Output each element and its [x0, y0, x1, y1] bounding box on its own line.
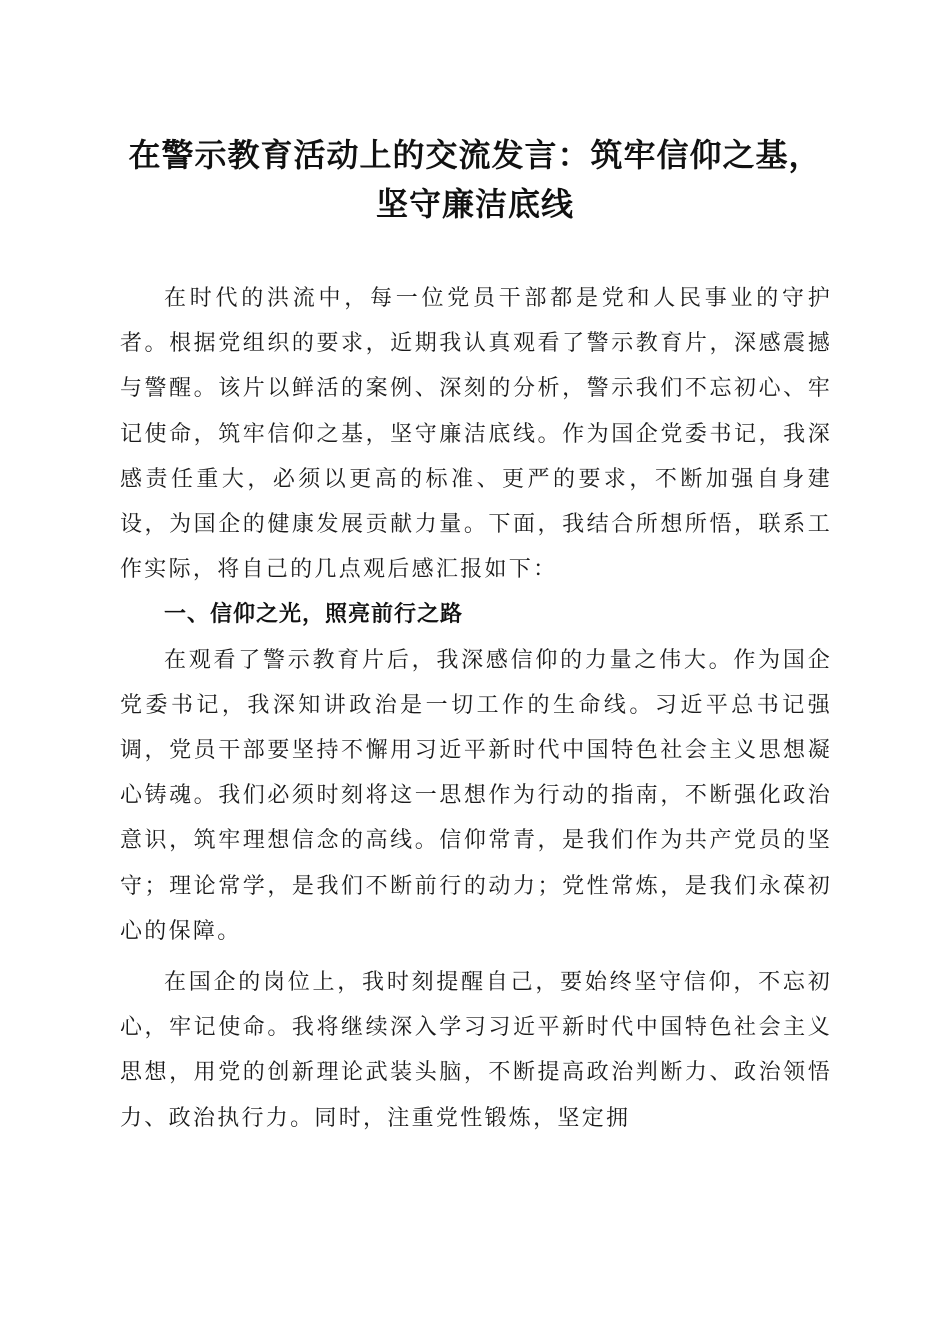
document-title — [100, 131, 850, 229]
title-line-1: 在警示教育活动上的交流发言：筑牢信仰之基， — [128, 136, 822, 174]
paragraph-faith: 在观看了警示教育片后，我深感信仰的力量之伟大。作为国企党委书记，我深知讲政治是一切工作的生命线。习近平总书记强调，党员干部要坚持不懈用习近平新时代中国特色社会主义思想凝心铸魂。我们必须时刻将这一思想作为行动的指南，不断强化政治意识，筑牢理想信念的高线。信仰常青，是我们作为共产党员的坚守；理论常学，是我们不断前行的动力；党性常炼，是我们永葆初心的保障。 — [120, 647, 832, 944]
section-heading: 一、信仰之光，照亮前行之路 — [164, 602, 464, 628]
document-body — [120, 276, 832, 1141]
title-line-2: 坚守廉洁底线 — [375, 185, 574, 223]
paragraph-intro: 在时代的洪流中，每一位党员干部都是党和人民事业的守护者。根据党组织的要求，近期我认真观看了警示教育片，深感震撼与警醒。该片以鲜活的案例、深刻的分析，警示我们不忘初心、牢记使命，筑牢信仰之基，坚守廉洁底线。作为国企党委书记，我深感责任重大，必须以更高的标准、更严的要求，不断加强自身建设，为国企的健康发展贡献力量。下面，我结合所想所悟，联系工作实际，将自己的几点观后感汇报如下： — [120, 286, 832, 583]
paragraph-position: 在国企的岗位上，我时刻提醒自己，要始终坚守信仰，不忘初心，牢记使命。我将继续深入学习习近平新时代中国特色社会主义思想，用党的创新理论武装头脑，不断提高政治判断力、政治领悟力、政治执行力。同时，注重党性锻炼，坚定拥 — [120, 970, 832, 1131]
